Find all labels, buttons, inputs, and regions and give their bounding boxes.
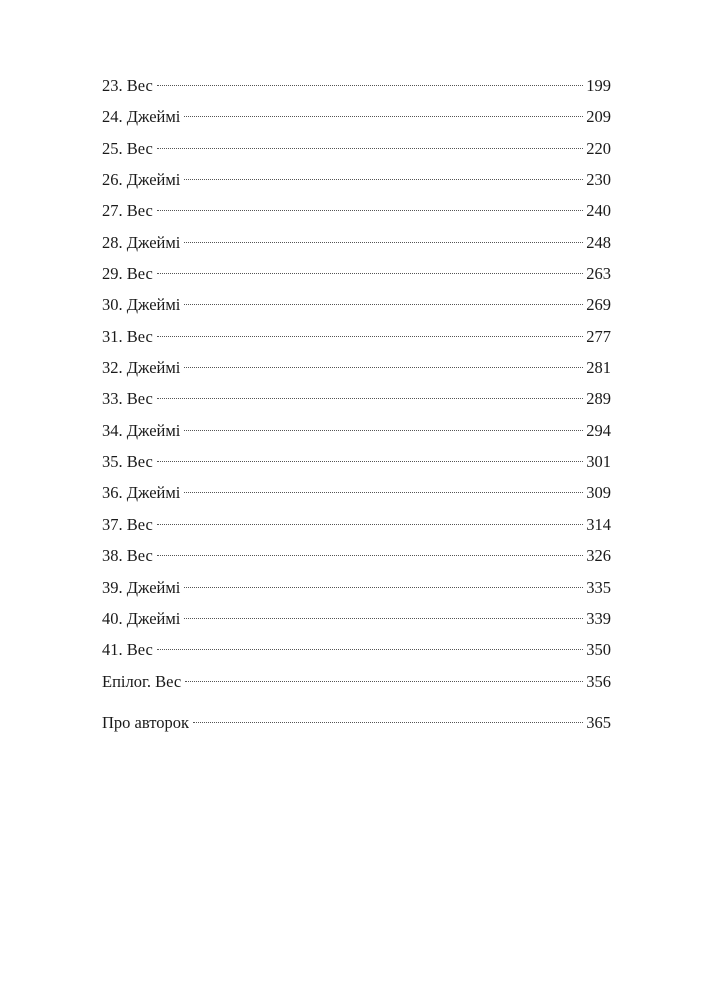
dot-leader [157,461,583,462]
toc-entry [102,321,611,352]
toc-entry-page: 294 [586,420,611,440]
dot-leader [157,148,583,149]
toc-entry-page: 281 [586,358,611,378]
toc-entry-page: 314 [586,514,611,534]
toc-entry [102,164,611,195]
toc-entry-title: 31. Вес [102,326,153,346]
toc-entry-page: 339 [586,608,611,628]
toc-entry-about-author [102,707,611,738]
toc-entry-page: 263 [586,264,611,284]
dot-leader [157,398,583,399]
toc-entry-title: 24. Джеймі [102,107,181,127]
dot-leader [193,722,583,723]
toc-entry-epilogue [102,666,611,697]
toc-entry-page: 209 [586,107,611,127]
dot-leader [157,85,583,86]
toc-entry-title: 28. Джеймі [102,232,181,252]
toc-entry-page: 301 [586,452,611,472]
toc-entry-page: 230 [586,170,611,190]
toc-entry-title: 25. Вес [102,138,153,158]
dot-leader [157,555,583,556]
dot-leader [184,587,583,588]
toc-entry-page: 309 [586,483,611,503]
dot-leader [157,336,583,337]
dot-leader [184,304,583,305]
toc-entry [102,540,611,571]
toc-entry-title: 38. Вес [102,546,153,566]
toc-entry-title: 35. Вес [102,452,153,472]
dot-leader [157,649,583,650]
toc-entry-page: 326 [586,546,611,566]
toc-entry-title: 40. Джеймі [102,608,181,628]
toc-entry [102,133,611,164]
toc-entry-title: 39. Джеймі [102,577,181,597]
toc-entry [102,101,611,132]
toc-entry-page: 248 [586,232,611,252]
toc-entry [102,477,611,508]
toc-entry-page: 350 [586,640,611,660]
toc-entry [102,603,611,634]
toc-entry [102,352,611,383]
toc-entry-page: 240 [586,201,611,221]
toc-entry [102,509,611,540]
table-of-contents [102,70,611,738]
toc-entry-page: 356 [586,671,611,691]
toc-entry-title: 29. Вес [102,264,153,284]
dot-leader [184,492,583,493]
dot-leader [157,524,583,525]
toc-entry-title: 41. Вес [102,640,153,660]
dot-leader [184,618,583,619]
dot-leader [184,430,583,431]
toc-entry-page: 335 [586,577,611,597]
toc-entry [102,227,611,258]
toc-entry [102,195,611,226]
toc-entry [102,415,611,446]
toc-entry-title: 33. Вес [102,389,153,409]
toc-entry [102,289,611,320]
toc-entry [102,383,611,414]
toc-entry-page: 365 [586,712,611,732]
toc-entry-title: 23. Вес [102,76,153,95]
toc-entry-page: 269 [586,295,611,315]
dot-leader [184,367,583,368]
toc-entry-page: 277 [586,326,611,346]
toc-entry-page: 220 [586,138,611,158]
toc-entry-title: 30. Джеймі [102,295,181,315]
toc-entry-page: 289 [586,389,611,409]
toc-entry-page: 199 [586,76,611,95]
dot-leader [157,210,583,211]
toc-entry [102,446,611,477]
toc-entry [102,258,611,289]
toc-entry-title: Епілог. Вес [102,671,182,691]
dot-leader [185,681,583,682]
toc-entry-title: 27. Вес [102,201,153,221]
toc-entry-title: 26. Джеймі [102,170,181,190]
toc-entry [102,70,611,101]
toc-entry-title: Про авторок [102,712,190,732]
toc-entry [102,634,611,665]
dot-leader [184,242,583,243]
toc-entry-title: 36. Джеймі [102,483,181,503]
dot-leader [184,116,583,117]
dot-leader [157,273,583,274]
toc-entry-title: 34. Джеймі [102,420,181,440]
toc-entry [102,572,611,603]
dot-leader [184,179,583,180]
toc-entry-title: 32. Джеймі [102,358,181,378]
toc-entry-title: 37. Вес [102,514,153,534]
